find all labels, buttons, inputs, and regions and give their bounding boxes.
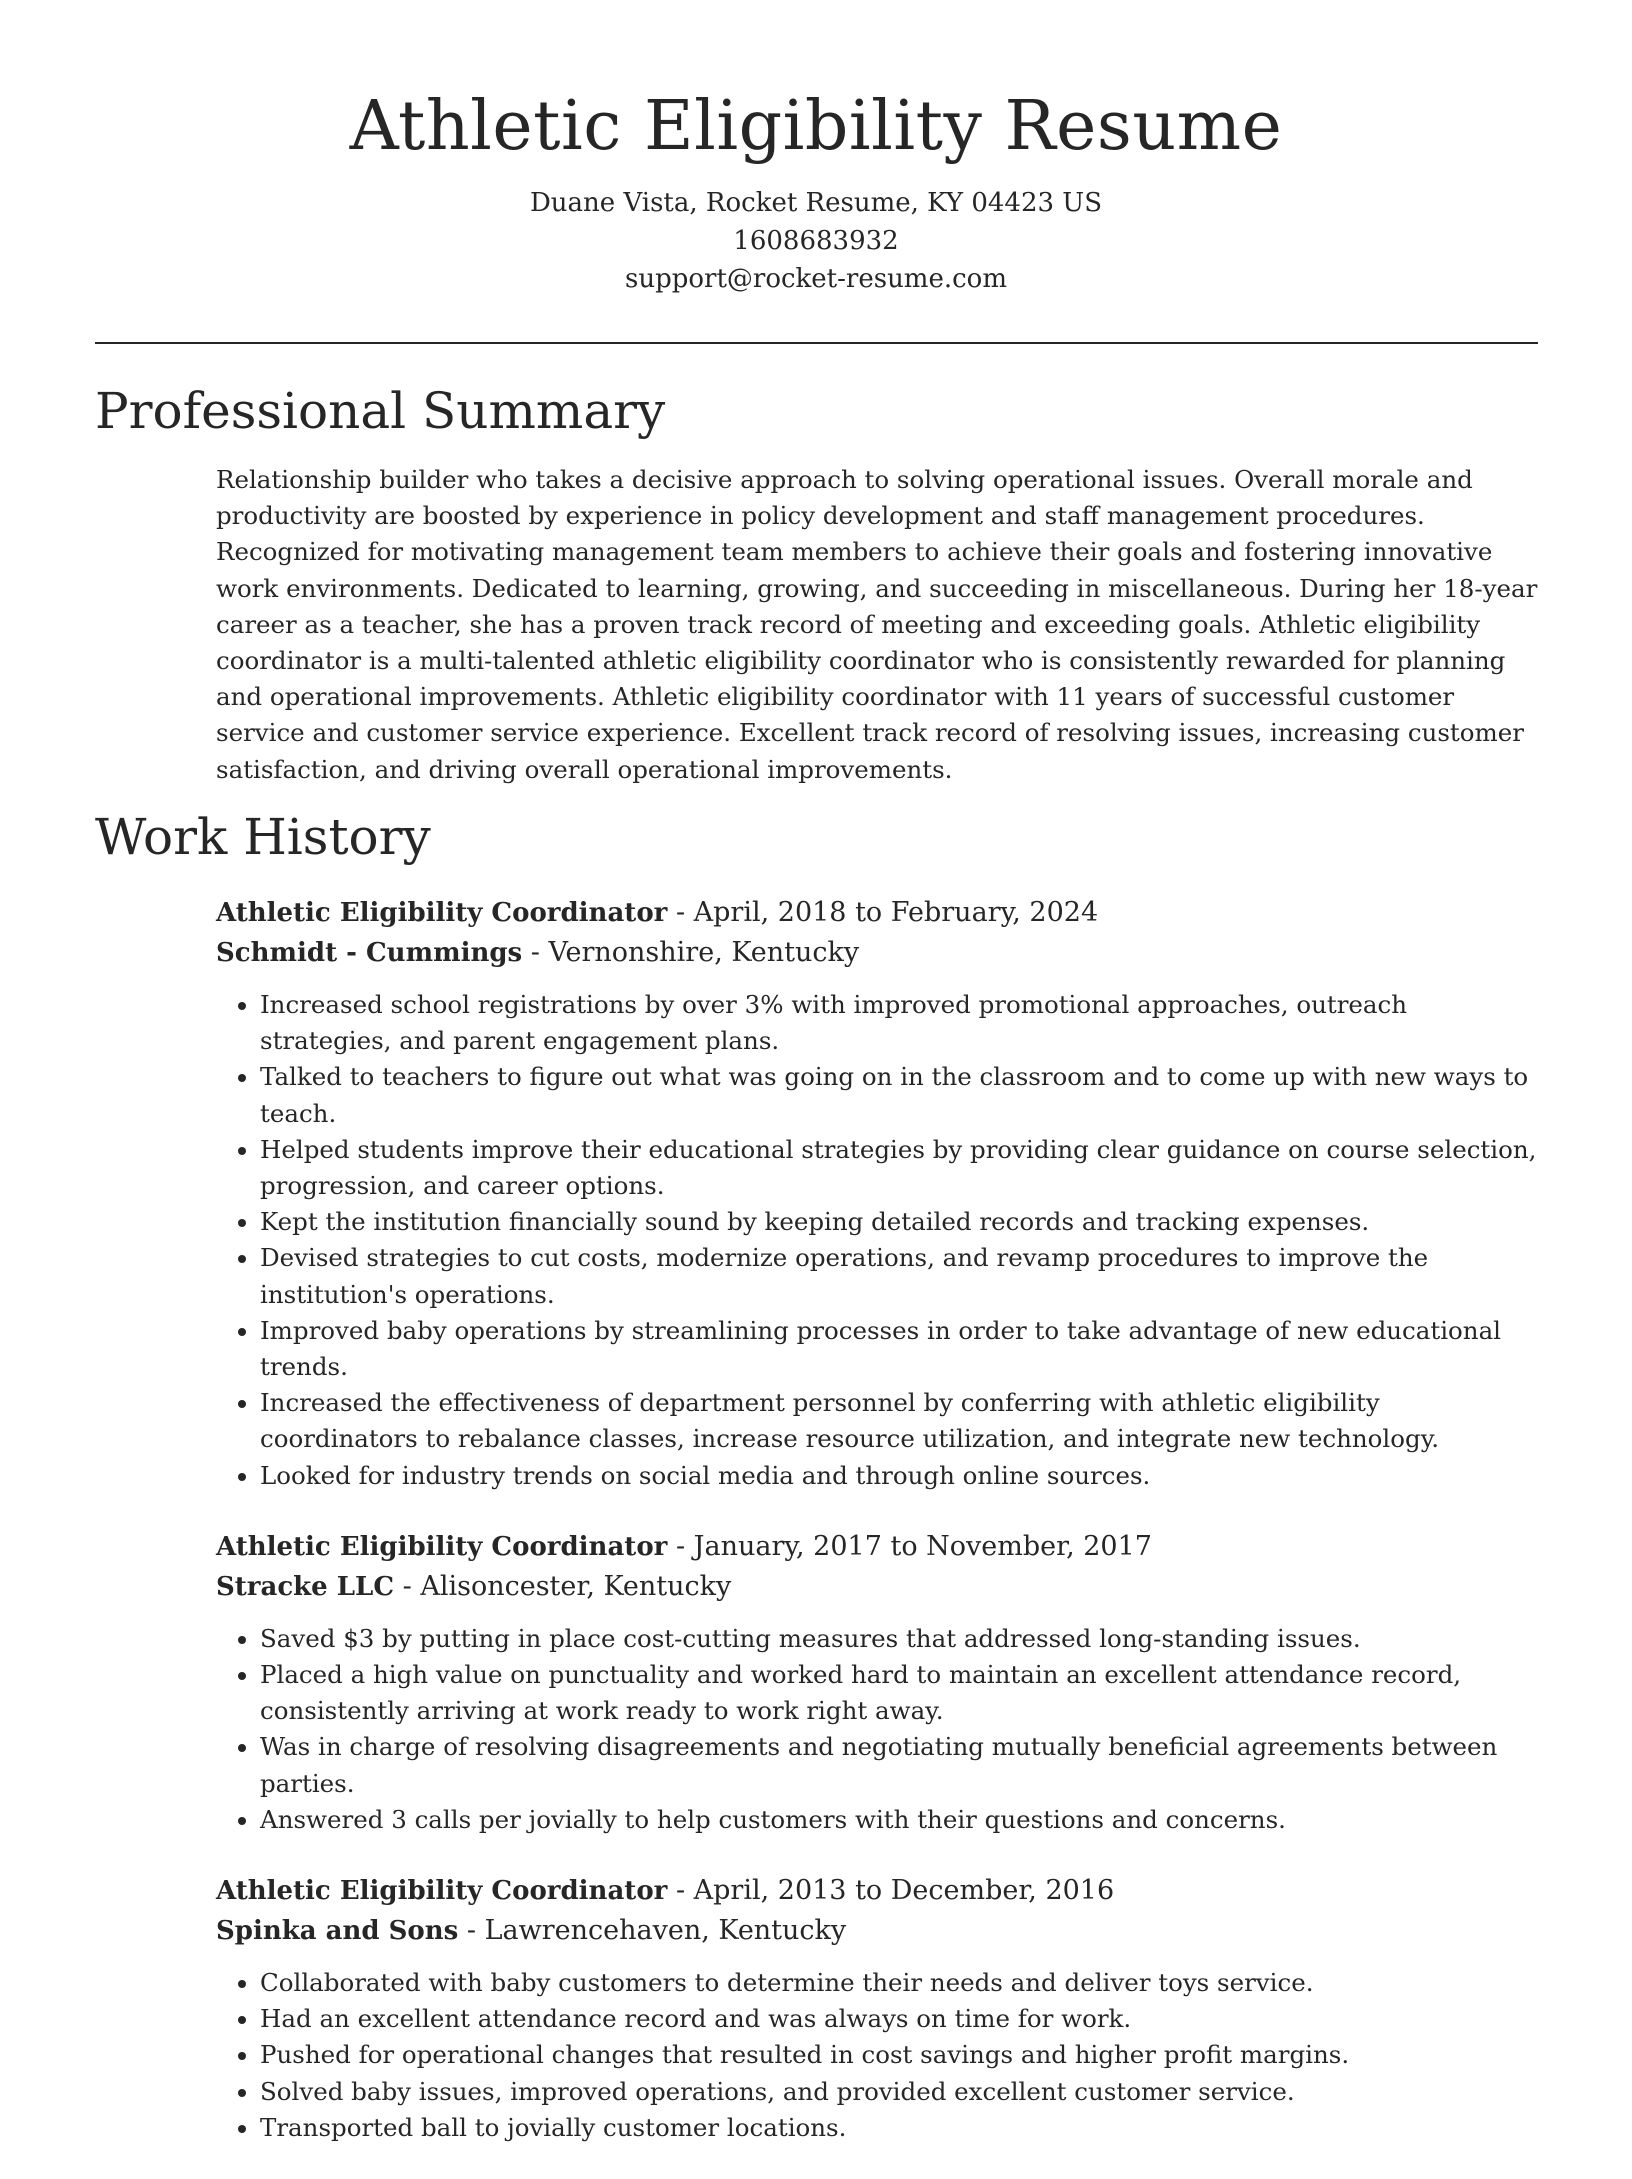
job-location: - Vernonshire, Kentucky [522, 937, 860, 968]
list-item: • Kept the institution financially sound by keeping detailed records and tracking expenses. [260, 1204, 1541, 1240]
list-item: • Transported ball to jovially customer locations. [260, 2110, 1541, 2146]
list-item: • Improved baby operations by streamlining processes in order to take advantage of new educational trends. [260, 1313, 1541, 1385]
contact-address: Duane Vista, Rocket Resume, KY 04423 US [529, 188, 1103, 218]
work-history-heading: Work History [95, 808, 431, 866]
list-item: • Increased the effectiveness of department personnel by conferring with athletic eligibility coordinators to rebalance classes, increase resource utilization, and integrate new technology. [260, 1385, 1541, 1457]
job-title: Athletic Eligibility Coordinator [216, 898, 668, 928]
contact-block [0, 184, 1632, 298]
job-entry [216, 893, 1541, 1494]
job-company-line [216, 1567, 1541, 1607]
job-company: Spinka and Sons [216, 1916, 459, 1947]
list-item: • Collaborated with baby customers to determine their needs and deliver toys service. [260, 1965, 1541, 2001]
list-item: • Solved baby issues, improved operations, and provided excellent customer service. [260, 2074, 1541, 2110]
list-item: • Saved $3 by putting in place cost-cutting measures that addressed long-standing issues. [260, 1621, 1541, 1657]
job-location: - Lawrencehaven, Kentucky [458, 1915, 847, 1947]
job-title: Athletic Eligibility Coordinator [216, 1876, 668, 1907]
job-company-line [216, 1911, 1541, 1951]
contact-email: support@rocket-resume.com [624, 264, 1007, 294]
list-item: • Had an excellent attendance record and was always on time for work. [260, 2001, 1541, 2037]
job-location: - Alisoncester, Kentucky [394, 1570, 732, 1602]
work-history-list [216, 893, 1541, 2179]
job-title: Athletic Eligibility Coordinator [216, 1531, 668, 1562]
list-item: • Was in charge of resolving disagreements and negotiating mutually beneficial agreements between parties. [260, 1729, 1541, 1801]
job-entry [216, 1871, 1541, 2146]
contact-phone: 1608683932 [733, 226, 899, 256]
list-item: • Devised strategies to cut costs, modernize operations, and revamp procedures to improve the institution's operations. [260, 1240, 1541, 1312]
job-bullets [216, 1965, 1541, 2146]
job-entry [216, 1527, 1541, 1838]
summary-heading: Professional Summary [95, 382, 666, 440]
job-dates: - January, 2017 to November, 2017 [667, 1530, 1152, 1562]
list-item: • Increased school registrations by over 3% with improved promotional approaches, outreach strategies, and parent engagement plans. [260, 987, 1541, 1059]
summary-text: Relationship builder who takes a decisive approach to solving operational issues. Overall morale and productivity are boosted by experience in policy development and staff management procedures. Recognized for motivating management team members to achieve their goals and fostering innovative work environments. Dedicated to learning, growing, and succeeding in miscellaneous. During her 18-year career as a teacher, she has a proven track record of meeting and exceeding goals. Athletic eligibility coordinator is a multi-talented athletic eligibility coordinator who is consistently rewarded for planning and operational improvements. Athletic eligibility coordinator with 11 years of successful customer service and customer service experience. Excellent track record of resolving issues, increasing customer satisfaction, and driving overall operational improvements. [216, 465, 1538, 784]
job-dates: - April, 2013 to December, 2016 [667, 1875, 1115, 1907]
job-company: Schmidt - Cummings [216, 938, 523, 968]
job-company-line [216, 933, 1541, 973]
list-item: • Pushed for operational changes that resulted in cost savings and higher profit margins. [260, 2037, 1541, 2073]
page-title: Athletic Eligibility Resume [349, 87, 1283, 166]
job-title-line [216, 1527, 1541, 1567]
job-title-line [216, 893, 1541, 933]
list-item: • Placed a high value on punctuality and worked hard to maintain an excellent attendance record, consistently arriving at work ready to work right away. [260, 1657, 1541, 1729]
job-dates: - April, 2018 to February, 2024 [667, 897, 1099, 928]
header-divider [95, 342, 1538, 344]
job-bullets [216, 1621, 1541, 1838]
list-item: • Answered 3 calls per jovially to help customers with their questions and concerns. [260, 1802, 1541, 1838]
list-item: • Talked to teachers to figure out what was going on in the classroom and to come up with new ways to teach. [260, 1059, 1541, 1131]
job-title-line [216, 1871, 1541, 1911]
resume-header [0, 82, 1632, 298]
list-item: • Helped students improve their educational strategies by providing clear guidance on course selection, progression, and career options. [260, 1132, 1541, 1204]
list-item: • Looked for industry trends on social media and through online sources. [260, 1458, 1541, 1494]
job-company: Stracke LLC [216, 1571, 395, 1602]
job-bullets [216, 987, 1541, 1494]
